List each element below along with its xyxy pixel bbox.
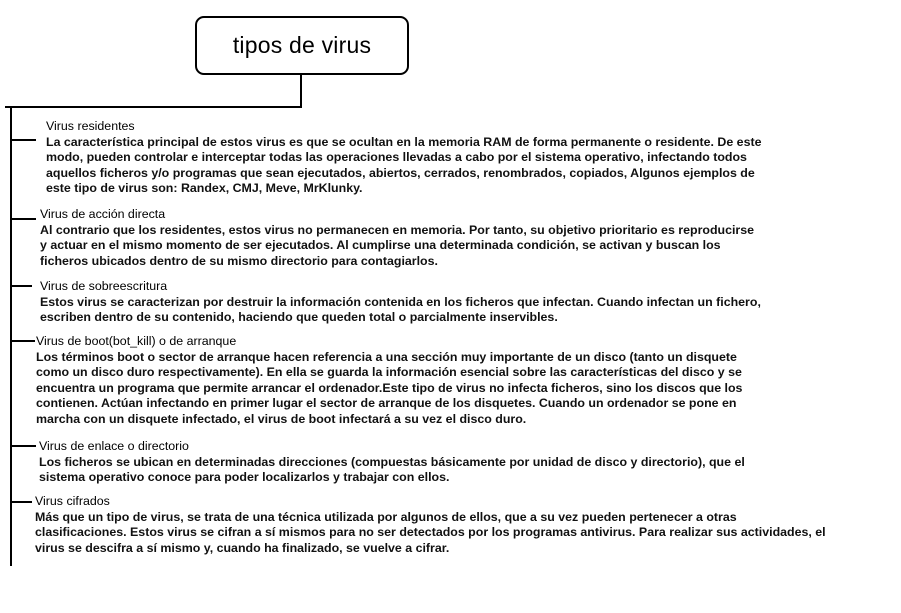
section-heading: Virus de boot(bot_kill) o de arranque <box>36 334 237 348</box>
section-text-line: contienen. Actúan infectando en primer lugar el sector de arranque de los disquetes. Cuando un ordenador se pone en <box>36 396 737 411</box>
section-virus-residentes <box>46 119 761 197</box>
section-text-line: como un disco duro respectivamente). En ella se guarda la información esencial sobre las características del disco y se <box>36 365 742 380</box>
section-text-line: ficheros ubicados dentro de su mismo directorio para contagiarlos. <box>40 253 438 268</box>
section-text-line: clasificaciones. Estos virus se cifran a sí mismos para no ser detectados por los programas antivirus. Para realizar sus actividades, el <box>35 525 826 540</box>
branch-tick-5 <box>10 445 36 447</box>
section-heading: Virus cifrados <box>35 494 110 508</box>
section-virus-cifrados <box>35 494 826 556</box>
section-heading: Virus de sobreescritura <box>40 279 168 293</box>
section-text-line: encuentra un programa que permite arrancar el ordenador.Este tipo de virus no infecta ficheros, sino los discos que los <box>36 380 743 395</box>
section-virus-boot <box>36 334 742 428</box>
section-virus-enlace <box>39 439 745 486</box>
section-virus-accion-directa <box>40 207 754 269</box>
tree-trunk <box>10 106 12 566</box>
section-text-line: y actuar en el mismo momento de ser ejecutados. Al cumplirse una determinada condición, se activan y buscan los <box>40 238 721 253</box>
section-text-line: Al contrario que los residentes, estos virus no permanecen en memoria. Por tanto, su objetivo prioritario es reproducirse <box>40 222 755 237</box>
section-heading: Virus de enlace o directorio <box>39 439 189 453</box>
section-text-line: este tipo de virus son: Randex, CMJ, Meve, MrKlunky. <box>46 181 363 196</box>
section-virus-sobreescritura <box>40 279 761 326</box>
title-connector-vertical <box>300 75 302 107</box>
section-text-line: Estos virus se caracterizan por destruir la información contenida en los ficheros que infectan. Cuando infectan un fichero, <box>40 294 761 309</box>
section-text-line: Los ficheros se ubican en determinadas direcciones (compuestas básicamente por unidad de disco y directorio), que el <box>39 454 745 469</box>
section-heading: Virus residentes <box>46 119 135 133</box>
branch-tick-3 <box>10 285 32 287</box>
section-text-line: Más que un tipo de virus, se trata de una técnica utilizada por algunos de ellos, que a su vez pueden pertenecer a otras <box>35 509 737 524</box>
branch-tick-2 <box>10 218 36 220</box>
diagram-title: tipos de virus <box>232 32 372 58</box>
section-text-line: modo, pueden controlar e interceptar todas las operaciones llevadas a cabo por el sistema operativo, infectando todos <box>46 150 747 165</box>
section-heading: Virus de acción directa <box>40 207 166 221</box>
branch-tick-4 <box>10 340 35 342</box>
section-text-line: virus se descifra a sí mismo y, cuando ha finalizado, se vuelve a cifrar. <box>35 540 450 555</box>
title-connector-horizontal <box>5 106 302 108</box>
section-text-line: sistema operativo conoce para poder localizarlos y trabajar con ellos. <box>39 470 450 485</box>
section-text-line: Los términos boot o sector de arranque hacen referencia a una sección muy importante de un disco (tanto un disquete <box>36 349 737 364</box>
branch-tick-1 <box>10 139 36 141</box>
section-text-line: aquellos ficheros y/o programas que sean ejecutados, abiertos, cerrados, renombrados, copiados, Algunos ejemplos de <box>46 165 755 180</box>
diagram-title-node <box>195 16 409 75</box>
section-text-line: marcha con un disquete infectado, el virus de boot infectará a su vez el disco duro. <box>36 411 527 426</box>
section-text-line: La característica principal de estos virus es que se ocultan en la memoria RAM de forma permanente o residente. De este <box>46 134 762 149</box>
section-text-line: escriben dentro de su contenido, haciendo que queden total o parcialmente inservibles. <box>40 310 558 325</box>
branch-tick-6 <box>10 501 32 503</box>
